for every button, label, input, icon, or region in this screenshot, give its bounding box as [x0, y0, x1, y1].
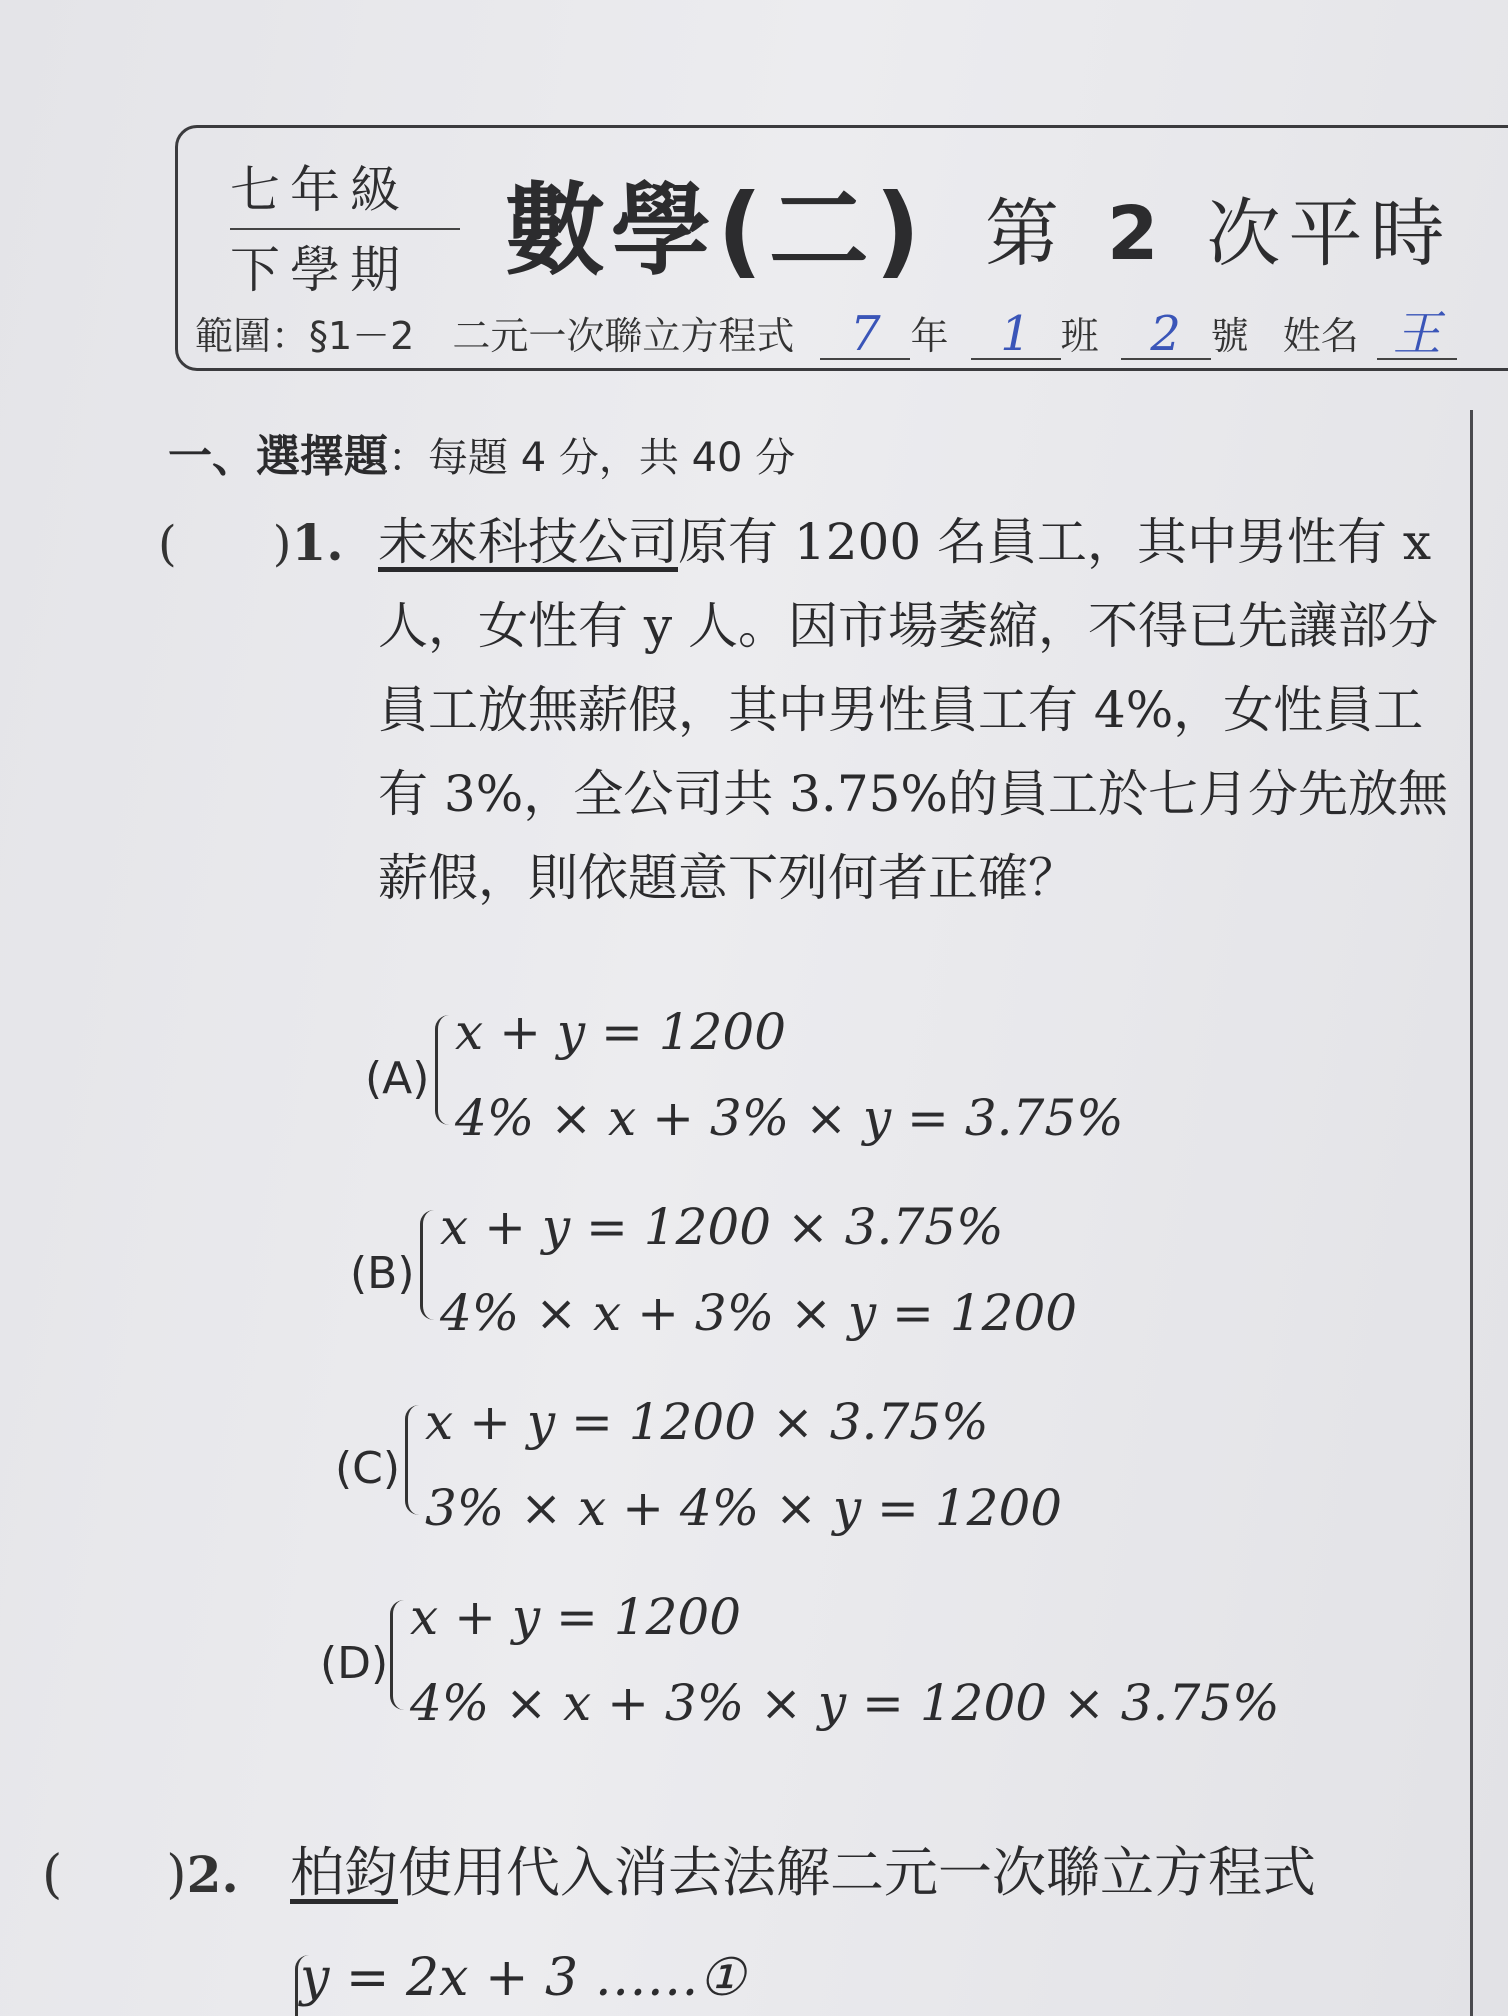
semester: 下學期: [230, 241, 410, 299]
question-number: 1.: [291, 513, 344, 572]
option-equation-2: 3% × x + 4% × y = 1200: [425, 1479, 1063, 1537]
question-1-subject: 未來科技公司: [378, 513, 678, 571]
option-equation-1: x + y = 1200: [455, 1003, 787, 1061]
question-2-body: 使用代入消去法解二元一次聯立方程式: [398, 1841, 1316, 1904]
brace-icon: [390, 1600, 409, 1710]
grade-level: 七年級: [230, 150, 460, 230]
exam-suffix: 次平時: [1206, 191, 1453, 277]
answer-paren-q2[interactable]: [42, 1832, 239, 1907]
question-2-text: [290, 1830, 1316, 1907]
brace-icon: [420, 1210, 439, 1320]
question-1-text: [378, 500, 1448, 920]
answer-paren-text: ( ): [158, 516, 292, 572]
option-label: (D): [320, 1638, 389, 1689]
option-label: (C): [335, 1443, 401, 1494]
scope-label: 範圍：§1－2 二元一次聯立方程式: [195, 314, 795, 358]
name-label: 姓名: [1282, 314, 1359, 358]
option-equation-1: x + y = 1200 × 3.75%: [440, 1198, 1004, 1256]
seat-field[interactable]: 2: [1121, 310, 1211, 360]
option-equation-1: x + y = 1200 × 3.75%: [425, 1393, 989, 1451]
grade-field[interactable]: 7: [820, 310, 910, 360]
option-equation-2: 4% × x + 3% × y = 1200: [440, 1284, 1078, 1342]
seat-unit: 號: [1210, 314, 1249, 358]
class-field[interactable]: 1: [971, 310, 1061, 360]
brace-icon: [435, 1015, 454, 1125]
page-edge-line: [1470, 410, 1473, 2016]
section-scoring: ：每題 4 分，共 40 分: [388, 435, 796, 481]
exam-title: 數學(二): [505, 172, 927, 289]
question-1-body: 原有 1200 名員工，其中男性有 x 人，女性有 y 人。因市場萎縮，不得已先讓部分員工放無薪假，其中男性員工有 4%，女性員工有 3%，全公司共 3.75%的員工於七月分先放無薪假，則依題意下列何者正確？: [378, 513, 1448, 907]
question-2-subject: 柏鈞: [290, 1841, 398, 1904]
brace-icon: [405, 1405, 424, 1515]
name-field[interactable]: 王: [1377, 310, 1457, 360]
answer-paren-text: ( ): [42, 1845, 187, 1905]
answer-paren-q1[interactable]: [158, 505, 344, 574]
option-label: (A): [365, 1053, 430, 1104]
exam-count: 2: [1107, 191, 1167, 277]
option-label: (B): [350, 1248, 415, 1299]
exam-prefix: 第: [985, 191, 1067, 277]
class-unit: 班: [1060, 314, 1099, 358]
section-heading: [168, 420, 795, 484]
info-row: [195, 305, 1508, 360]
section-title: 一、選擇題: [168, 431, 388, 482]
exam-number: [985, 175, 1453, 281]
question-number: 2.: [186, 1845, 239, 1904]
option-equation-2: 4% × x + 3% × y = 1200 × 3.75%: [410, 1674, 1280, 1732]
question-2-equation: y = 2x + 3 ……①: [300, 1948, 746, 2008]
grade-unit: 年: [910, 314, 949, 358]
option-equation-2: 4% × x + 3% × y = 3.75%: [455, 1089, 1124, 1147]
option-equation-1: x + y = 1200: [410, 1588, 742, 1646]
